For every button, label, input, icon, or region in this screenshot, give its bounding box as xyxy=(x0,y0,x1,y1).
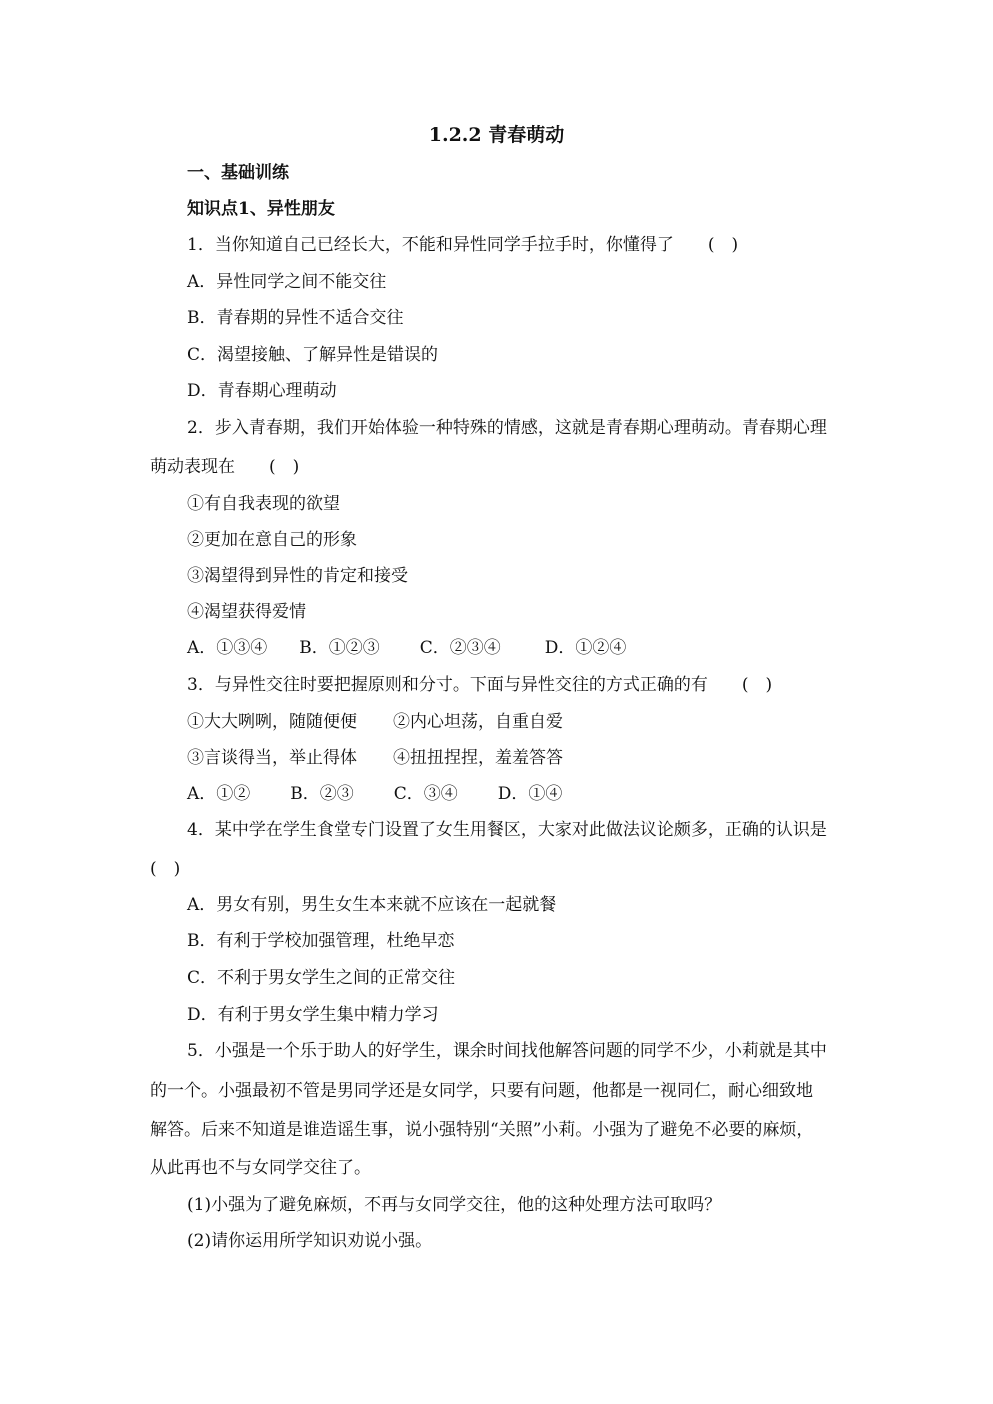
question-2-stem-line-1: 2．步入青春期，我们开始体验一种特殊的情感，这就是青春期心理萌动。青春期心理 xyxy=(187,418,827,438)
question-3-items-row-2 xyxy=(187,746,563,770)
question-3-item-2: ②内心坦荡，自重自爱 xyxy=(393,712,563,732)
question-2-item-2: ②更加在意自己的形象 xyxy=(187,530,357,550)
question-2-stem-line-2: 萌动表现在 ( ) xyxy=(150,457,300,477)
question-2-options xyxy=(187,636,626,660)
question-2-item-1: ①有自我表现的欲望 xyxy=(187,494,340,514)
question-5-line-2: 的一个。小强最初不管是男同学还是女同学，只要有问题，他都是一视同仁，耐心细致地 xyxy=(150,1081,813,1101)
question-3-option-c: C．③④ xyxy=(393,784,458,804)
question-5-sub-1: (1)小强为了避免麻烦，不再与女同学交往，他的这种处理方法可取吗？ xyxy=(187,1195,722,1215)
question-2-option-a: A．①③④ xyxy=(187,638,268,658)
question-2-option-d: D．①②④ xyxy=(544,638,627,658)
page-title: 1.2.2 青春萌动 xyxy=(428,124,565,146)
question-1-stem: 1．当你知道自己已经长大，不能和异性同学手拉手时，你懂得了 ( ) xyxy=(187,235,739,255)
question-5-sub-2: (2)请你运用所学知识劝说小强。 xyxy=(187,1231,433,1251)
question-3-item-4: ④扭扭捏捏，羞羞答答 xyxy=(393,748,563,768)
knowledge-point-heading: 知识点1、异性朋友 xyxy=(187,199,335,219)
section-heading: 一、基础训练 xyxy=(187,163,289,183)
question-1-option-b: B．青春期的异性不适合交往 xyxy=(187,308,404,328)
question-4-option-d: D．有利于男女学生集中精力学习 xyxy=(187,1005,439,1025)
question-2-option-b: B．①②③ xyxy=(299,638,380,658)
question-3-items-row-1 xyxy=(187,710,563,734)
question-2-item-4: ④渴望获得爱情 xyxy=(187,602,306,622)
question-1-option-c: C．渴望接触、了解异性是错误的 xyxy=(187,345,439,365)
question-3-option-d: D．①④ xyxy=(497,784,563,804)
question-3-stem: 3．与异性交往时要把握原则和分寸。下面与异性交往的方式正确的有 ( ) xyxy=(187,675,773,695)
question-2-option-c: C．②③④ xyxy=(419,638,501,658)
question-4-option-a: A．男女有别，男生女生本来就不应该在一起就餐 xyxy=(187,895,557,915)
question-3-options xyxy=(187,782,562,806)
question-1-option-a: A．异性同学之间不能交往 xyxy=(187,272,387,292)
question-3-option-a: A．①② xyxy=(187,784,251,804)
question-4-option-c: C．不利于男女学生之间的正常交往 xyxy=(187,968,456,988)
question-4-stem-line-1: 4．某中学在学生食堂专门设置了女生用餐区，大家对此做法议论颇多，正确的认识是 xyxy=(187,820,827,840)
question-1-option-d: D．青春期心理萌动 xyxy=(187,381,337,401)
question-5-line-4: 从此再也不与女同学交往了。 xyxy=(150,1158,371,1178)
question-5-line-1: 5．小强是一个乐于助人的好学生，课余时间找他解答问题的同学不少，小莉就是其中 xyxy=(187,1041,827,1061)
question-3-option-b: B．②③ xyxy=(290,784,354,804)
question-2-item-3: ③渴望得到异性的肯定和接受 xyxy=(187,566,408,586)
question-3-item-1: ①大大咧咧，随随便便 xyxy=(187,712,357,732)
question-4-option-b: B．有利于学校加强管理，杜绝早恋 xyxy=(187,931,455,951)
question-3-item-3: ③言谈得当，举止得体 xyxy=(187,748,357,768)
question-4-stem-line-2: ( ) xyxy=(150,859,181,879)
question-5-line-3: 解答。后来不知道是谁造谣生事，说小强特别“关照”小莉。小强为了避免不必要的麻烦， xyxy=(150,1120,814,1140)
